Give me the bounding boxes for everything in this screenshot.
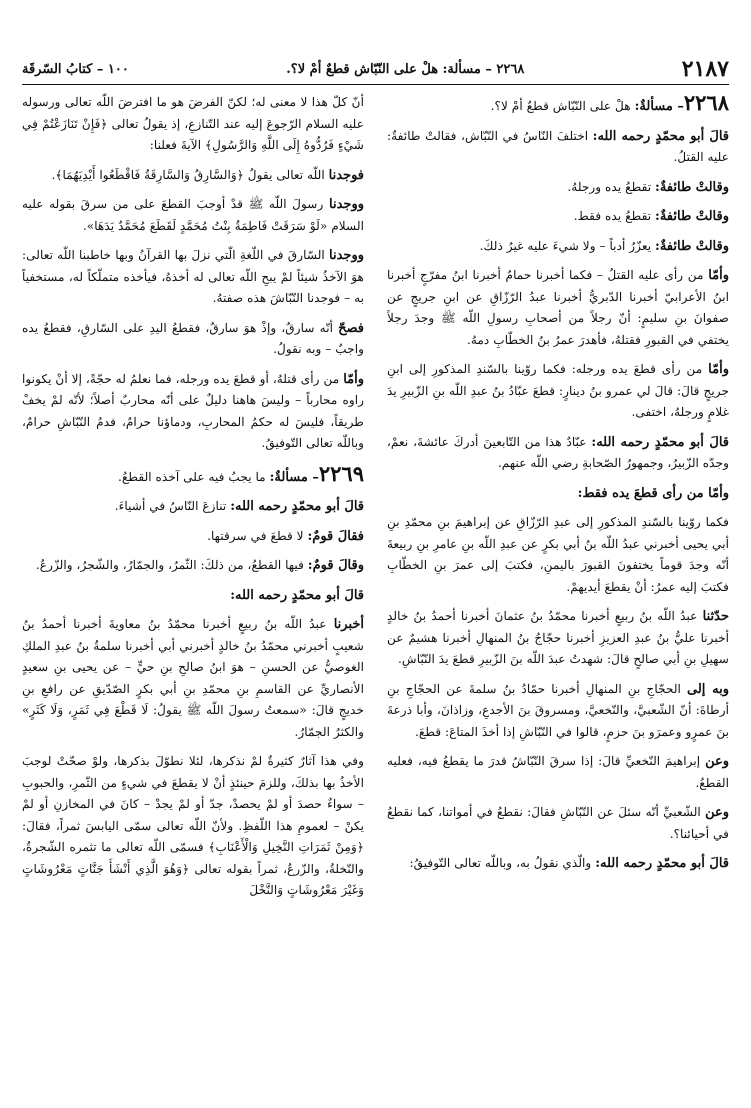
paragraph — [387, 606, 729, 671]
paragraph-text: لا قطعَ في سرقتها. — [207, 528, 304, 543]
paragraph — [22, 585, 364, 607]
paragraph-lead: فوجدنا — [328, 167, 364, 183]
paragraph — [22, 165, 364, 187]
paragraph-text: اللّه تعالى يقولُ ﴿وَالسَّارِقُ وَالسَّارِقَةُ فَاقْطَعُوا أَيْدِيَهُمَا﴾. — [51, 167, 325, 182]
paragraph — [387, 483, 729, 505]
paragraph-lead: – مسألةٌ: — [269, 469, 319, 485]
paragraph — [387, 679, 729, 744]
paragraph-lead: وقالتْ طائفةٌ: — [655, 179, 729, 195]
paragraph-text: من رأى قطعَ يده ورجله: فكما روّينا بالسّندِ المذكورِ إلى ابنِ جريجٍ قالَ: قالَ لي عمرو بنُ دينارٍ: قطعَ عبّادُ بنُ عبدِ اللّه بنِ الزّبيرِ يدَ غلامٍ ورجلهُ، اختفى. — [387, 362, 729, 419]
paragraph — [22, 318, 364, 361]
paragraph — [387, 206, 729, 228]
paragraph-lead: وقالتْ طائفةٌ: — [655, 209, 729, 224]
header-book-title: ١٠٠ – كتابُ السّرقَة — [22, 61, 129, 77]
paragraph-lead: وبه إلى — [687, 681, 729, 697]
paragraph-lead: وقالتْ طائفةٌ: — [655, 238, 729, 254]
paragraph-lead: وأمّا — [708, 362, 729, 377]
paragraph-lead: قالَ أبو محمّدٍ رحمه الله: — [230, 499, 364, 514]
paragraph-lead: ووجدنا — [329, 248, 364, 263]
paragraph — [387, 177, 729, 199]
paragraph-text: عبدُ اللّه بنُ ربيعٍ أخبرنا محمّدُ بنُ معاويةَ أخبرنا أحمدُ بنُ شعيبٍ أخبرني محمّدُ بنُ خالدٍ أخبرني أبي أخبرنا سلمةُ بنُ عبدِ الملكِ الغوصيُّ عن الحسنِ – هوَ ابنُ صالحِ بنِ حيٍّ – عن يحيى بنِ سعيدٍ الأنصاريِّ عن القاسمِ بنِ محمّدِ بنِ أبي بكرٍ الصّدّيقِ عن رافعِ بنِ خديجٍ قالَ: «سمعتُ رسولَ اللّه ﷺ يقولُ: لَا قَطْعَ فِي ثَمَرٍ، وَلَا كَثَرٍ» والكثرُ الجمّارُ. — [22, 617, 364, 739]
paragraph — [387, 236, 729, 258]
paragraph-lead: – مسألةٌ: — [634, 99, 684, 114]
paragraph-text: الحجّاجِ بنِ المنهالِ أخبرنا حمّادُ بنُ سلمةَ عن الحجّاجِ بنِ أرطاةَ: أنّ الشّعبيَّ، والنّخعيَّ، ومسروقَ بنَ الأجدعِ، وزاذانَ، وأبا ذرعةَ بنَ عمرٍو وعمرَو بنَ حزمٍ، قالوا في النّبّاشِ إذا أخذَ المتاعَ: قطعَ. — [387, 681, 729, 739]
paragraph-text: من رأى عليه القتلُ – فكما أخبرنا حمامٌ أخبرنا ابنُ مفرّجٍ أخبرنا ابنُ الأعرابيّ أخبرنا الدّبريُّ أخبرنا عبدُ الرّزّاقِ عن ابنِ جريجٍ عن صفوانَ بنِ سليمٍ: أنّ رجلاً من أصحابِ رسولِ اللّه ﷺ وجدَ رجلاً يختفي في القبورِ فقتلهُ، فأهدرَ عمرُ بنُ الخطّابِ دمهُ. — [387, 268, 729, 347]
paragraph-lead: فقالَ قومٌ: — [307, 528, 364, 544]
paragraph-text: تنازعَ النّاسُ في أشياءَ. — [114, 499, 227, 513]
paragraph-text: إبراهيمَ النّخعيِّ قالَ: إذا سرقَ النّبّاشُ قدرَ ما يقطعُ فيه، فعليه القطعُ. — [387, 754, 729, 790]
paragraph — [387, 126, 729, 169]
paragraph — [387, 751, 729, 794]
paragraph-text: الشّعبيِّ أنّه سئلَ عن النّبّاشِ فقالَ: نقطعُ في أمواتنا، كما نقطعُ في أحيائنا؟. — [387, 805, 729, 841]
paragraph-lead: حدّثنا — [702, 609, 729, 624]
paragraph-lead: وقالَ قومٌ: — [307, 558, 364, 573]
section-number: ٢٢٦٨ — [683, 92, 729, 115]
paragraph-text: ما يجبُ فيه على آخذه القطعُ. — [118, 469, 266, 484]
paragraph-text: أنّه سارقٌ، وإذْ هوَ سارقٌ، فقطعُ اليدِ على السّارقِ، فقطعُ يده واجبٌ – وبه نقولُ. — [22, 320, 364, 356]
paragraph-text: السّارقَ في اللّغةِ الّتي نزلَ بها القرآنُ وبها خاطبنا اللّه تعالى: هوَ الآخذُ شيئاً لمْ يبحِ اللّه تعالى له أخذهُ، فيأخذه متملّكاً له، مستخفياً به – فوجدنا النّبّاشَ هذه صفتهُ. — [22, 248, 364, 305]
paragraph-lead: وأمّا — [343, 371, 364, 387]
paragraph-lead: وأمّا من رأى قطعَ يده فقط: — [577, 485, 729, 501]
paragraph-text: عبّادٌ هذا من التّابعينَ أدركَ عائشةَ، نعمْ، وجدّه الزّبيرُ، وجمهورُ الصّحابةِ رضي اللّه عنهم. — [387, 434, 729, 470]
paragraph-text: يعزّرُ أدباً – ولا شيءَ عليه غيرُ ذلكَ. — [479, 238, 652, 253]
paragraph-lead: قالَ أبو محمّدٍ رحمه الله: — [595, 856, 729, 871]
paragraph-lead: قالَ أبو محمّدٍ رحمه الله: — [592, 128, 729, 144]
paragraph — [387, 802, 729, 845]
paragraph — [387, 512, 729, 598]
paragraph — [22, 92, 364, 157]
paragraph — [22, 496, 364, 518]
paragraph-text: عبدُ اللّه بنُ ربيعٍ أخبرنا محمّدُ بنُ عثمانَ أخبرنا أحمدُ بنُ خالدٍ أخبرنا عليُّ بنُ عبدِ العزيزِ أخبرنا حجّاجُ بنُ المنهالِ أخبرنا هشيمٌ عن سهيلِ بنِ أبي صالحٍ قالَ: شهدتُ عبدَ اللّه بنَ الزّبيرِ قطعَ يدَ النّبّاشِ. — [387, 609, 729, 666]
paragraph-lead: قالَ أبو محمّدٍ رحمه الله: — [230, 587, 364, 603]
paragraph-text: تقطعُ يده ورجلهُ. — [567, 179, 652, 194]
section-number: ٢٢٦٩ — [318, 460, 364, 486]
paragraph — [22, 369, 364, 455]
page-number: ٢١٨٧ — [681, 56, 729, 82]
paragraph — [22, 555, 364, 577]
paragraph — [22, 194, 364, 237]
paragraph-text: تقطعُ يده فقط. — [573, 209, 652, 223]
paragraph-text: رسولَ اللّه ﷺ قدْ أوجبَ القطعَ على من سرقَ بقوله عليه السلام «لَوْ سَرَقَتْ فَاطِمَةُ بِنْتُ مُحَمَّدٍ لَقَطَعَ مُحَمَّدٌ يَدَهَا». — [22, 197, 364, 233]
paragraph — [387, 265, 729, 351]
paragraph-text: فكما روّينا بالسّندِ المذكورِ إلى عبدِ الرّزّاقِ عن إبراهيمَ بنِ محمّدِ بنِ أبي يحيى أخبرني عبدُ اللّه بنُ أبي بكرٍ عن عبدِ اللّه بنِ عامرِ بنِ ربيعةَ أنّه وجدَ قوماً يختفونَ القبورَ باليمنِ، فكتبَ إلى عمرَ بنِ الخطّابِ فكتبَ إليه عمرُ: أنْ يقطعَ أيديهمْ. — [387, 515, 729, 594]
paragraph — [387, 853, 729, 875]
header-issue-title: ٢٢٦٨ – مسألة: هلْ على النّبّاش قطعٌ أمْ لا؟. — [286, 61, 525, 77]
paragraph-text: هلْ على النّبّاش قطعٌ أمْ لا؟. — [490, 99, 631, 113]
paragraph — [387, 432, 729, 475]
paragraph-lead: ووجدنا — [329, 197, 364, 212]
paragraph-text: أنّ كلّ هذا لا معنى له؛ لكنّ الفرضَ هو ما افترضَ اللّه تعالى ورسوله عليه السلام الرّجوعَ إليه عند التّنازعِ، إذ يقولُ تعالى ﴿فَإِنْ تَنَازَعْتُمْ فِي شَيْءٍ فَرُدُّوهُ إِلَى اللَّهِ وَالرَّسُولِ﴾ الآيةَ فعلنا: — [22, 95, 364, 152]
paragraph — [387, 359, 729, 424]
paragraph-text: اختلفَ النّاسُ في النّبّاش، فقالتْ طائفةٌ: عليه القتلُ. — [387, 128, 729, 164]
paragraph-text: والّذي نقولُ به، وباللّه تعالى التّوفيقُ: — [409, 856, 592, 870]
paragraph — [22, 751, 364, 902]
paragraph-lead: أخبرنا — [333, 617, 364, 632]
text-columns — [22, 92, 729, 1088]
paragraph-text: فيها القطعُ، من ذلكَ: الثّمرُ، والجمّارُ، والشّجرُ، والزّرعُ. — [35, 558, 304, 572]
paragraph-lead: وأمّا — [708, 268, 729, 283]
running-header — [22, 54, 729, 85]
paragraph-lead: وعن — [705, 805, 729, 820]
left-column — [22, 92, 364, 1088]
right-column — [387, 92, 729, 1088]
paragraph-text: وفي هذا آثارٌ كثيرةٌ لمْ نذكرها، لئلا نطوّلَ بذكرها، ولوْ صحّتْ لوجبَ الأخذُ بها بذلكَ، وللزمَ حينئذٍ أنْ لا يقطعَ في شيءٍ من الثّمرِ، والحبوبِ – سواءٌ حصدَ أو لمْ يحصدْ، جدّ أو لمْ يجدْ – كانَ في المخازنِ أو لمْ يكنْ – لعمومِ هذا اللّفظِ. ولأنّ اللّه تعالى سمّى اليابسَ ثمراً، فقالَ: ﴿وَمِنْ ثَمَرَاتِ النَّخِيلِ وَالْأَعْنَابِ﴾ فسمّى اللّه تعالى ما تثمره الشّجرةُ، والنّخلةُ، والزّرعُ، ثمراً بقوله تعالى ﴿وَهُوَ الَّذِي أَنْشَأَ جَنَّاتٍ مَعْرُوشَاتٍ وَغَيْرَ مَعْرُوشَاتٍ وَالنَّخْلَ — [22, 754, 364, 897]
paragraph-lead: فصحّ — [338, 320, 364, 336]
paragraph — [387, 92, 729, 118]
paragraph — [22, 245, 364, 310]
paragraph — [22, 614, 364, 743]
paragraph-lead: قالَ أبو محمّدٍ رحمه الله: — [591, 434, 729, 450]
paragraph-text: من رأى قتلهُ، أو قطعَ يده ورجله، فما نعلمُ له حجّةً، إلا أنْ يكونوا راوه محارباً – وليسَ هاهنا دليلٌ على أنّه محاربٌ أصلاً؛ لأنّه لمْ يخفْ طريقاً، فليسَ له حكمُ المحاربِ، ودماؤنا حرامٌ، فدمُ النّبّاشِ حرامٌ، وباللّه تعالى التّوفيقُ. — [22, 371, 364, 450]
paragraph — [22, 526, 364, 548]
paragraph-lead: وعن — [705, 754, 729, 769]
paragraph — [22, 460, 364, 489]
